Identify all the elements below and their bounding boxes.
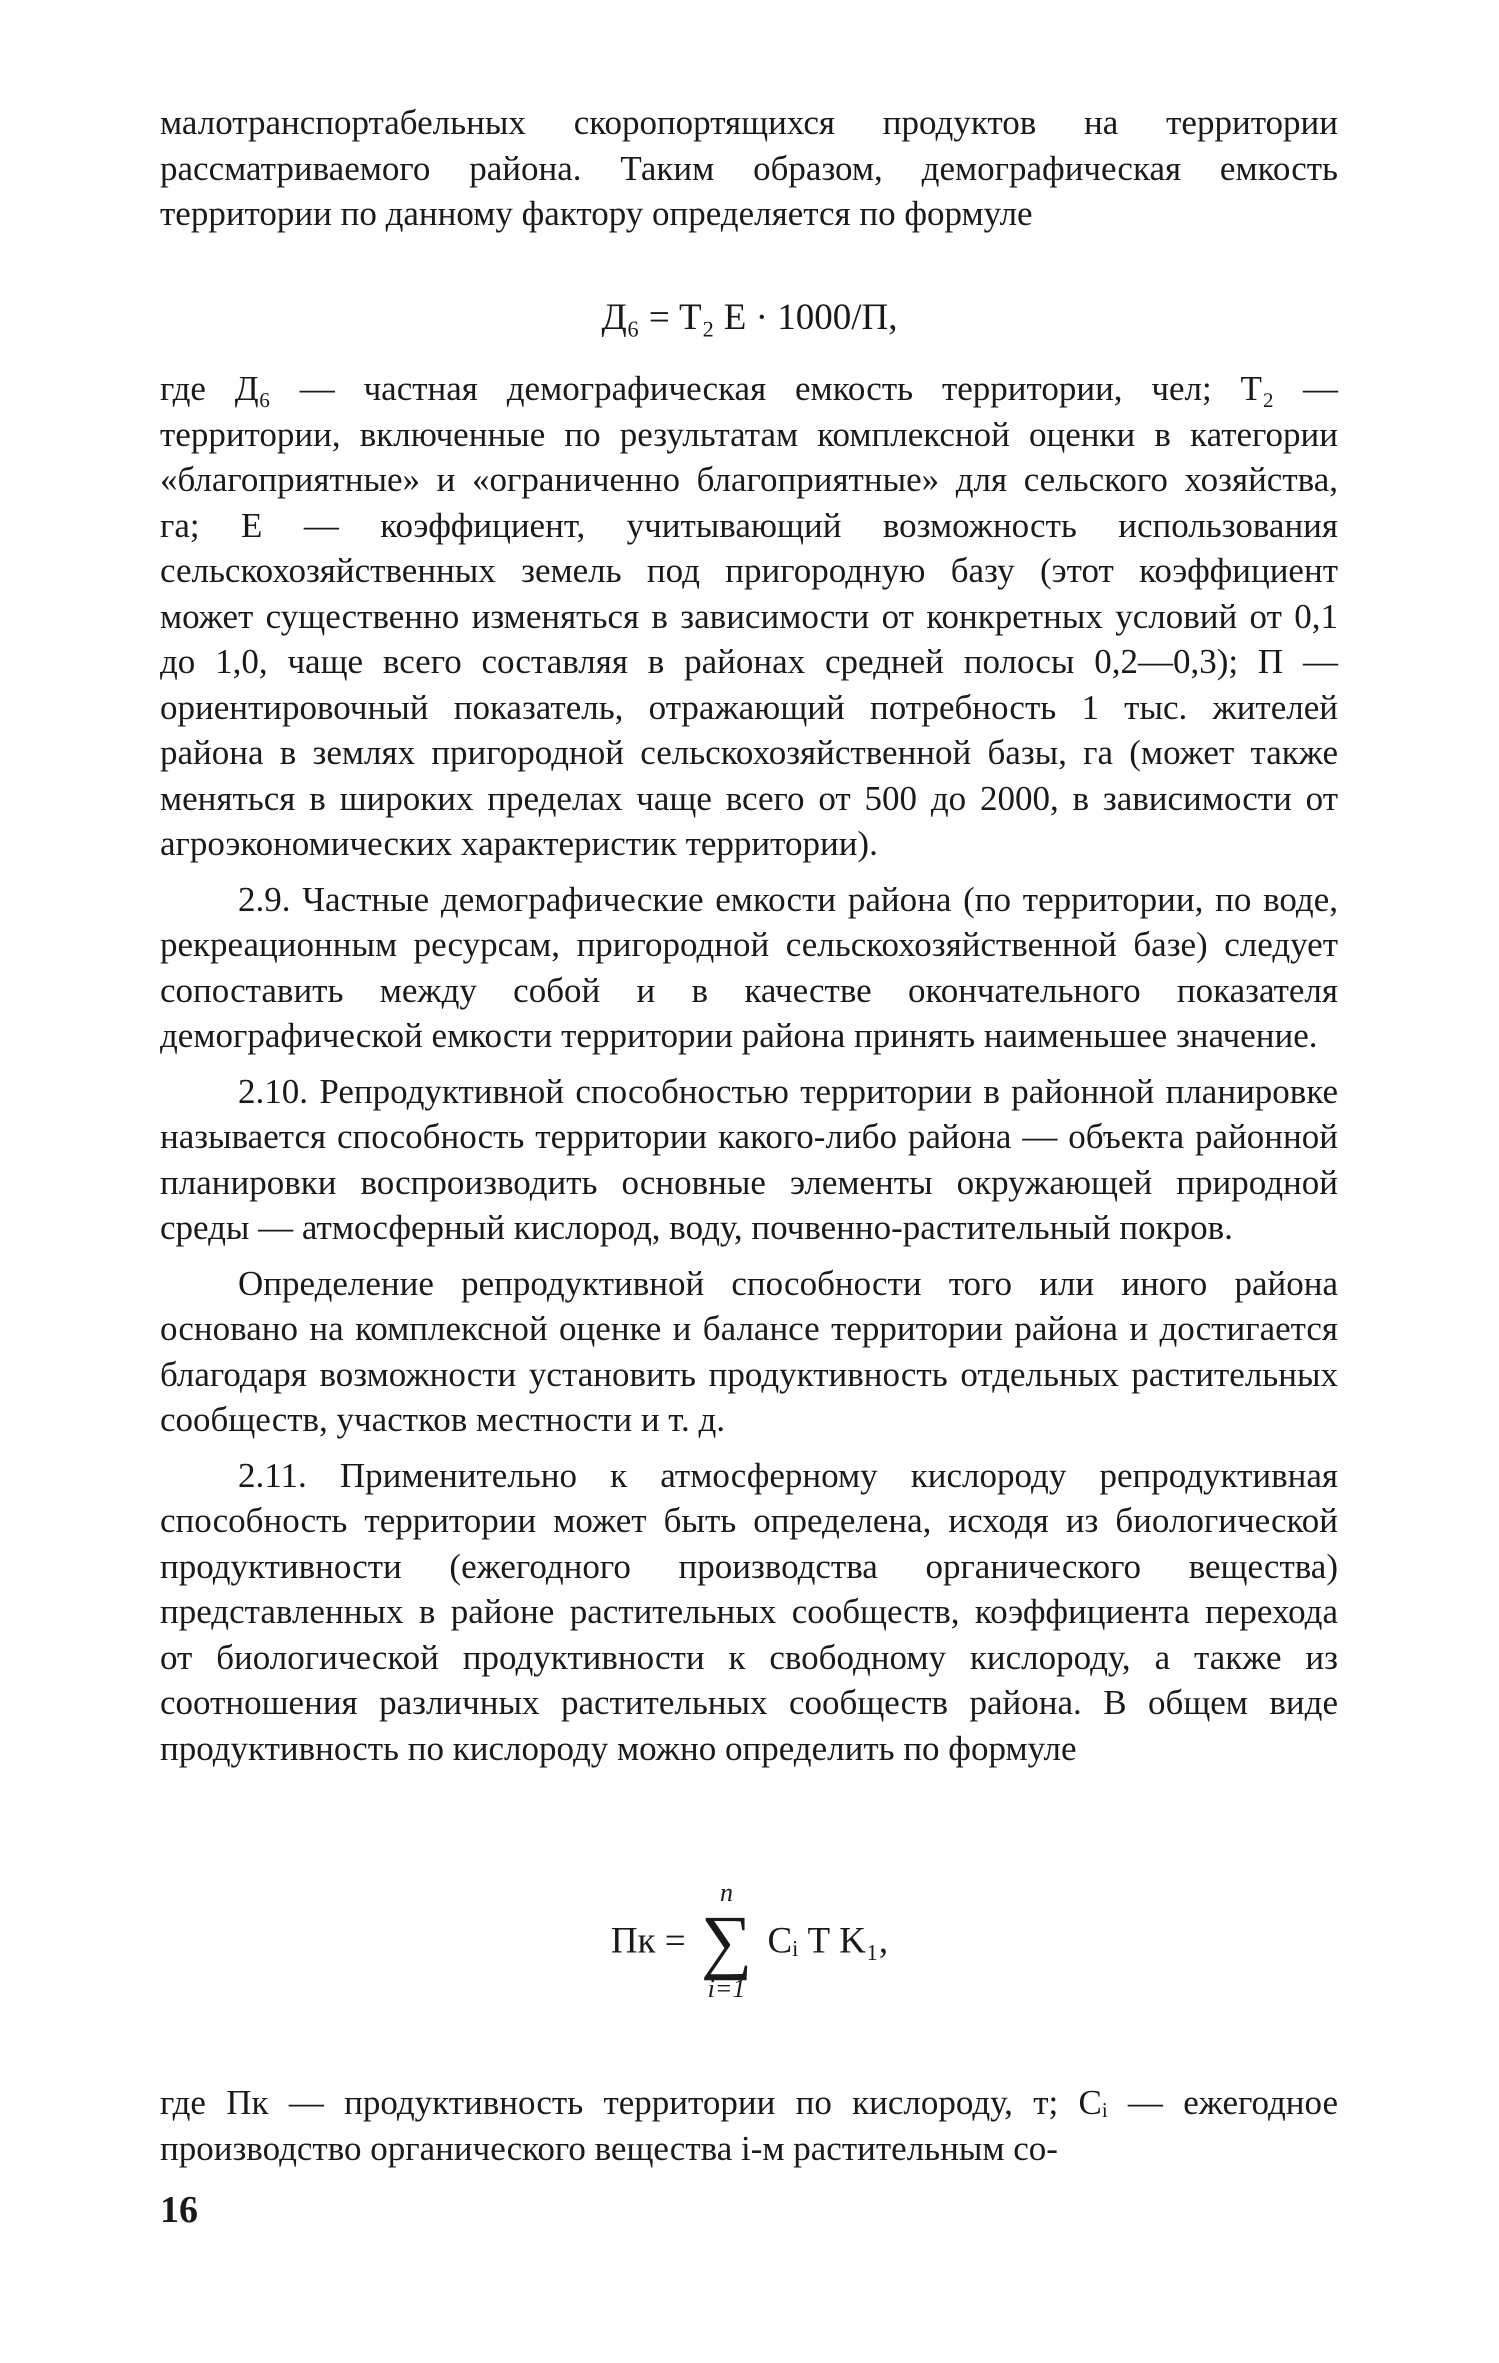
formula-oxygen-productivity [0,1878,1499,2004]
paragraph: малотранспортабельных скоропортящихся продуктов на территории рассматриваемого района. Таким образом, демографическая емкость территории по данному фактору определяется по формуле [160,103,1338,233]
paragraph: где Д₆ — частная демографическая емкость территории, чел; Т₂ — территории, включенные по результатам комплексной оценки в категории «благоприятные» и «ограниченно благоприятные» для сельского хозяйства, га; Е — коэффициент, учитывающий возможность использования сельскохозяйственных земель под пригородную базу (этот коэффициент может существенно изменяться в зависимости от конкретных условий от 0,1 до 1,0, чаще всего составляя в районах средней полосы 0,2—0,3); П — ориентировочный показатель, отражающий потребность 1 тыс. жителей района в землях пригородной сельскохозяйственной базы, га (может также меняться в широких пределах чаще всего от 500 до 2000, в зависимости от агроэкономических характеристик территории). [160,369,1338,863]
sigma-symbol: ∑ [700,1901,753,1981]
text-block-bottom [160,2080,1338,2171]
page-number: 16 [160,2189,198,2231]
paragraph: 2.9. Частные демографические емкости района (по территории, по воде, рекреационным ресурсам, пригородной сельскохозяйственной базе) следует сопоставить между собой и в качестве окончательного показателя демографической емкости территории района принять наименьшее значение. [160,879,1338,1055]
text-block-middle [160,366,1338,1771]
formula-demographic-capacity: Д₆ = Т₂ Е · 1000/П, [601,297,898,338]
summation [701,1878,752,2004]
formula-rhs: Cᵢ Т K₁, [767,1920,889,1962]
paragraph: 2.11. Применительно к атмосферному кислороду репродуктивная способность территории может быть определена, исходя из биологической продуктивности (ежегодного производства органического вещества) представленных в районе растительных сообществ, коэффициента перехода от биологической продуктивности к свободному кислороду, а также из соотношения различных растительных сообществ района. В общем виде продуктивность по кислороду можно определить по формуле [160,1455,1338,1768]
paragraph: 2.10. Репродуктивной способностью территории в районной планировке называется способность территории какого-либо района — объекта районной планировки воспроизводить основные элементы окружающей природной среды — атмосферный кислород, воду, почвенно-растительный покров. [160,1071,1338,1247]
sum-upper-limit: n [720,1878,734,1907]
formula-lhs: Пк = [610,1920,686,1962]
text-block-top [160,100,1338,237]
paragraph: где Пк — продуктивность территории по кислороду, т; Cᵢ — ежегодное производство органического вещества i-м растительным со- [160,2083,1338,2168]
paragraph: Определение репродуктивной способности того или иного района основано на комплексной оценке и балансе территории района и достигается благодаря возможности установить продуктивность отдельных растительных сообществ, участков местности и т. д. [160,1263,1338,1439]
sum-lower-limit: i=1 [707,1974,746,2003]
